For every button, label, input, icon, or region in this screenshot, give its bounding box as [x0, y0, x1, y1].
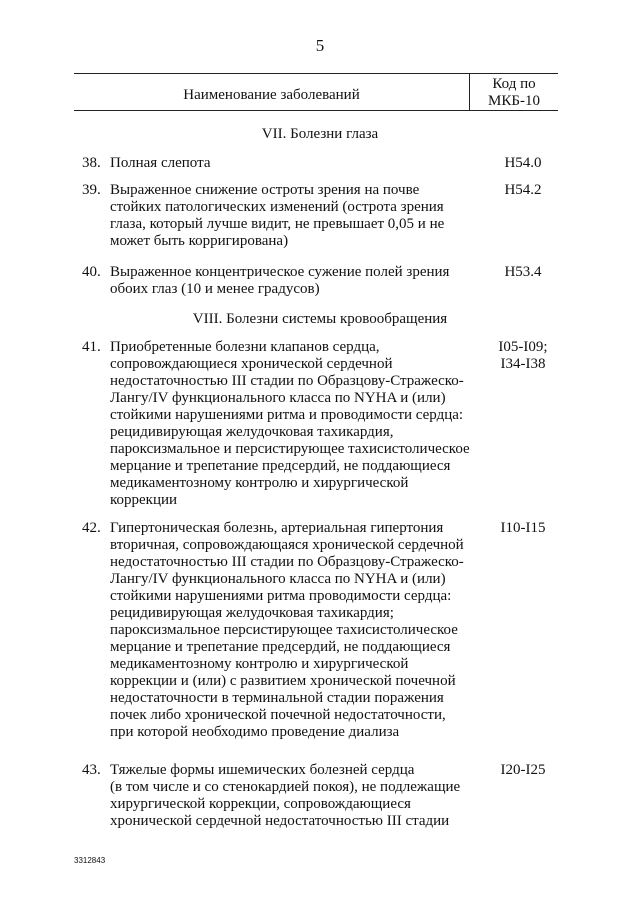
- disease-name-line: коррекции и (или) с развитием хронической почечной: [110, 673, 456, 689]
- disease-name: [110, 155, 474, 172]
- disease-name-line: коррекции: [110, 492, 178, 508]
- row-number: 39.: [82, 182, 101, 198]
- icd-code-line: I34-I38: [500, 356, 546, 372]
- icd-code-line: I20-I25: [500, 762, 546, 778]
- icd-code-line: I05-I09;: [498, 339, 548, 355]
- disease-name: [110, 182, 474, 250]
- disease-name-line: Приобретенные болезни клапанов сердца,: [110, 339, 380, 355]
- disease-name-line: мерцание и трепетание предсердий, не поддающиеся: [110, 458, 451, 474]
- disease-name-line: недостаточности в терминальной стадии поражения: [110, 690, 444, 706]
- section-heading-circulatory-diseases: VIII. Болезни системы кровообращения: [192, 311, 448, 327]
- disease-name-line: (в том числе и со стенокардией покоя), не подлежащие: [110, 779, 461, 795]
- disease-name-line: рецидивирующая желудочковая тахикардия;: [110, 605, 394, 621]
- disease-name: [110, 520, 474, 741]
- row-number: 41.: [82, 339, 101, 355]
- disease-name-line: Лангу/IV функционального класса по NYHA и (или): [110, 390, 446, 406]
- disease-name-line: рецидивирующая желудочковая тахикардия,: [110, 424, 394, 440]
- row-number: 43.: [82, 762, 101, 778]
- icd-code-line: I10-I15: [500, 520, 546, 536]
- disease-name-line: медикаментозному контролю и хирургической: [110, 656, 409, 672]
- icd-code: [488, 155, 558, 172]
- icd-code: [488, 762, 558, 779]
- disease-name-line: обоих глаз (10 и менее градусов): [110, 281, 320, 297]
- icd-code-line: H54.0: [504, 155, 542, 171]
- disease-name-line: пароксизмальное персистирующее тахисистолическое: [110, 622, 458, 638]
- row-number: 42.: [82, 520, 101, 536]
- disease-name-line: недостаточностью III стадии по Образцову-Стражеско-: [110, 554, 464, 570]
- disease-name-line: Выраженное концентрическое сужение полей зрения: [110, 264, 450, 280]
- disease-name-line: мерцание и трепетание предсердий, не поддающиеся: [110, 639, 451, 655]
- row-number: 38.: [82, 155, 101, 171]
- icd-code: [488, 339, 558, 373]
- disease-name-line: стойких патологических изменений (острота зрения: [110, 199, 444, 215]
- icd-code-line: H53.4: [504, 264, 542, 280]
- section-heading-eye-diseases: VII. Болезни глаза: [261, 126, 379, 142]
- column-header-code: [470, 76, 558, 110]
- disease-name-line: хирургической коррекции, сопровождающиеся: [110, 796, 411, 812]
- document-id: 3312843: [74, 856, 106, 865]
- disease-name-line: может быть корригирована): [110, 233, 289, 249]
- disease-name-line: пароксизмальное и персистирующее тахисистолическое: [110, 441, 470, 457]
- disease-name-line: при которой необходимо проведение диализа: [110, 724, 400, 740]
- disease-name-line: Выраженное снижение остроты зрения на почве: [110, 182, 420, 198]
- disease-name-line: медикаментозному контролю и хирургической: [110, 475, 409, 491]
- disease-name-line: стойкими нарушениями ритма проводимости сердца:: [110, 588, 452, 604]
- disease-name-line: почек либо хронической почечной недостаточности,: [110, 707, 446, 723]
- disease-name-line: недостаточностью III стадии по Образцову-Стражеско-: [110, 373, 464, 389]
- disease-name-line: Лангу/IV функционального класса по NYHA и (или): [110, 571, 446, 587]
- column-header-code-line: Код по: [492, 76, 536, 92]
- page-number: 5: [315, 36, 325, 55]
- disease-name-line: вторичная, сопровождающаяся хронической сердечной: [110, 537, 464, 553]
- disease-name-line: глаза, который лучше видит, не превышает 0,05 и не: [110, 216, 445, 232]
- icd-code: [488, 182, 558, 199]
- disease-name: [110, 339, 474, 509]
- disease-name: [110, 264, 474, 298]
- disease-name: [110, 762, 474, 830]
- disease-name-line: сопровождающиеся хронической сердечной: [110, 356, 393, 372]
- row-number: 40.: [82, 264, 101, 280]
- disease-name-line: хронической сердечной недостаточностью III стадии: [110, 813, 450, 829]
- column-header-code-line: МКБ-10: [488, 93, 540, 109]
- icd-code: [488, 264, 558, 281]
- disease-name-line: Гипертоническая болезнь, артериальная гипертония: [110, 520, 444, 536]
- disease-name-line: Полная слепота: [110, 155, 211, 171]
- disease-name-line: стойкими нарушениями ритма и проводимости сердца:: [110, 407, 464, 423]
- icd-code: [488, 520, 558, 537]
- column-header-name: Наименование заболеваний: [74, 74, 470, 110]
- table-header: [74, 73, 558, 111]
- disease-name-line: Тяжелые формы ишемических болезней сердца: [110, 762, 415, 778]
- icd-code-line: H54.2: [504, 182, 542, 198]
